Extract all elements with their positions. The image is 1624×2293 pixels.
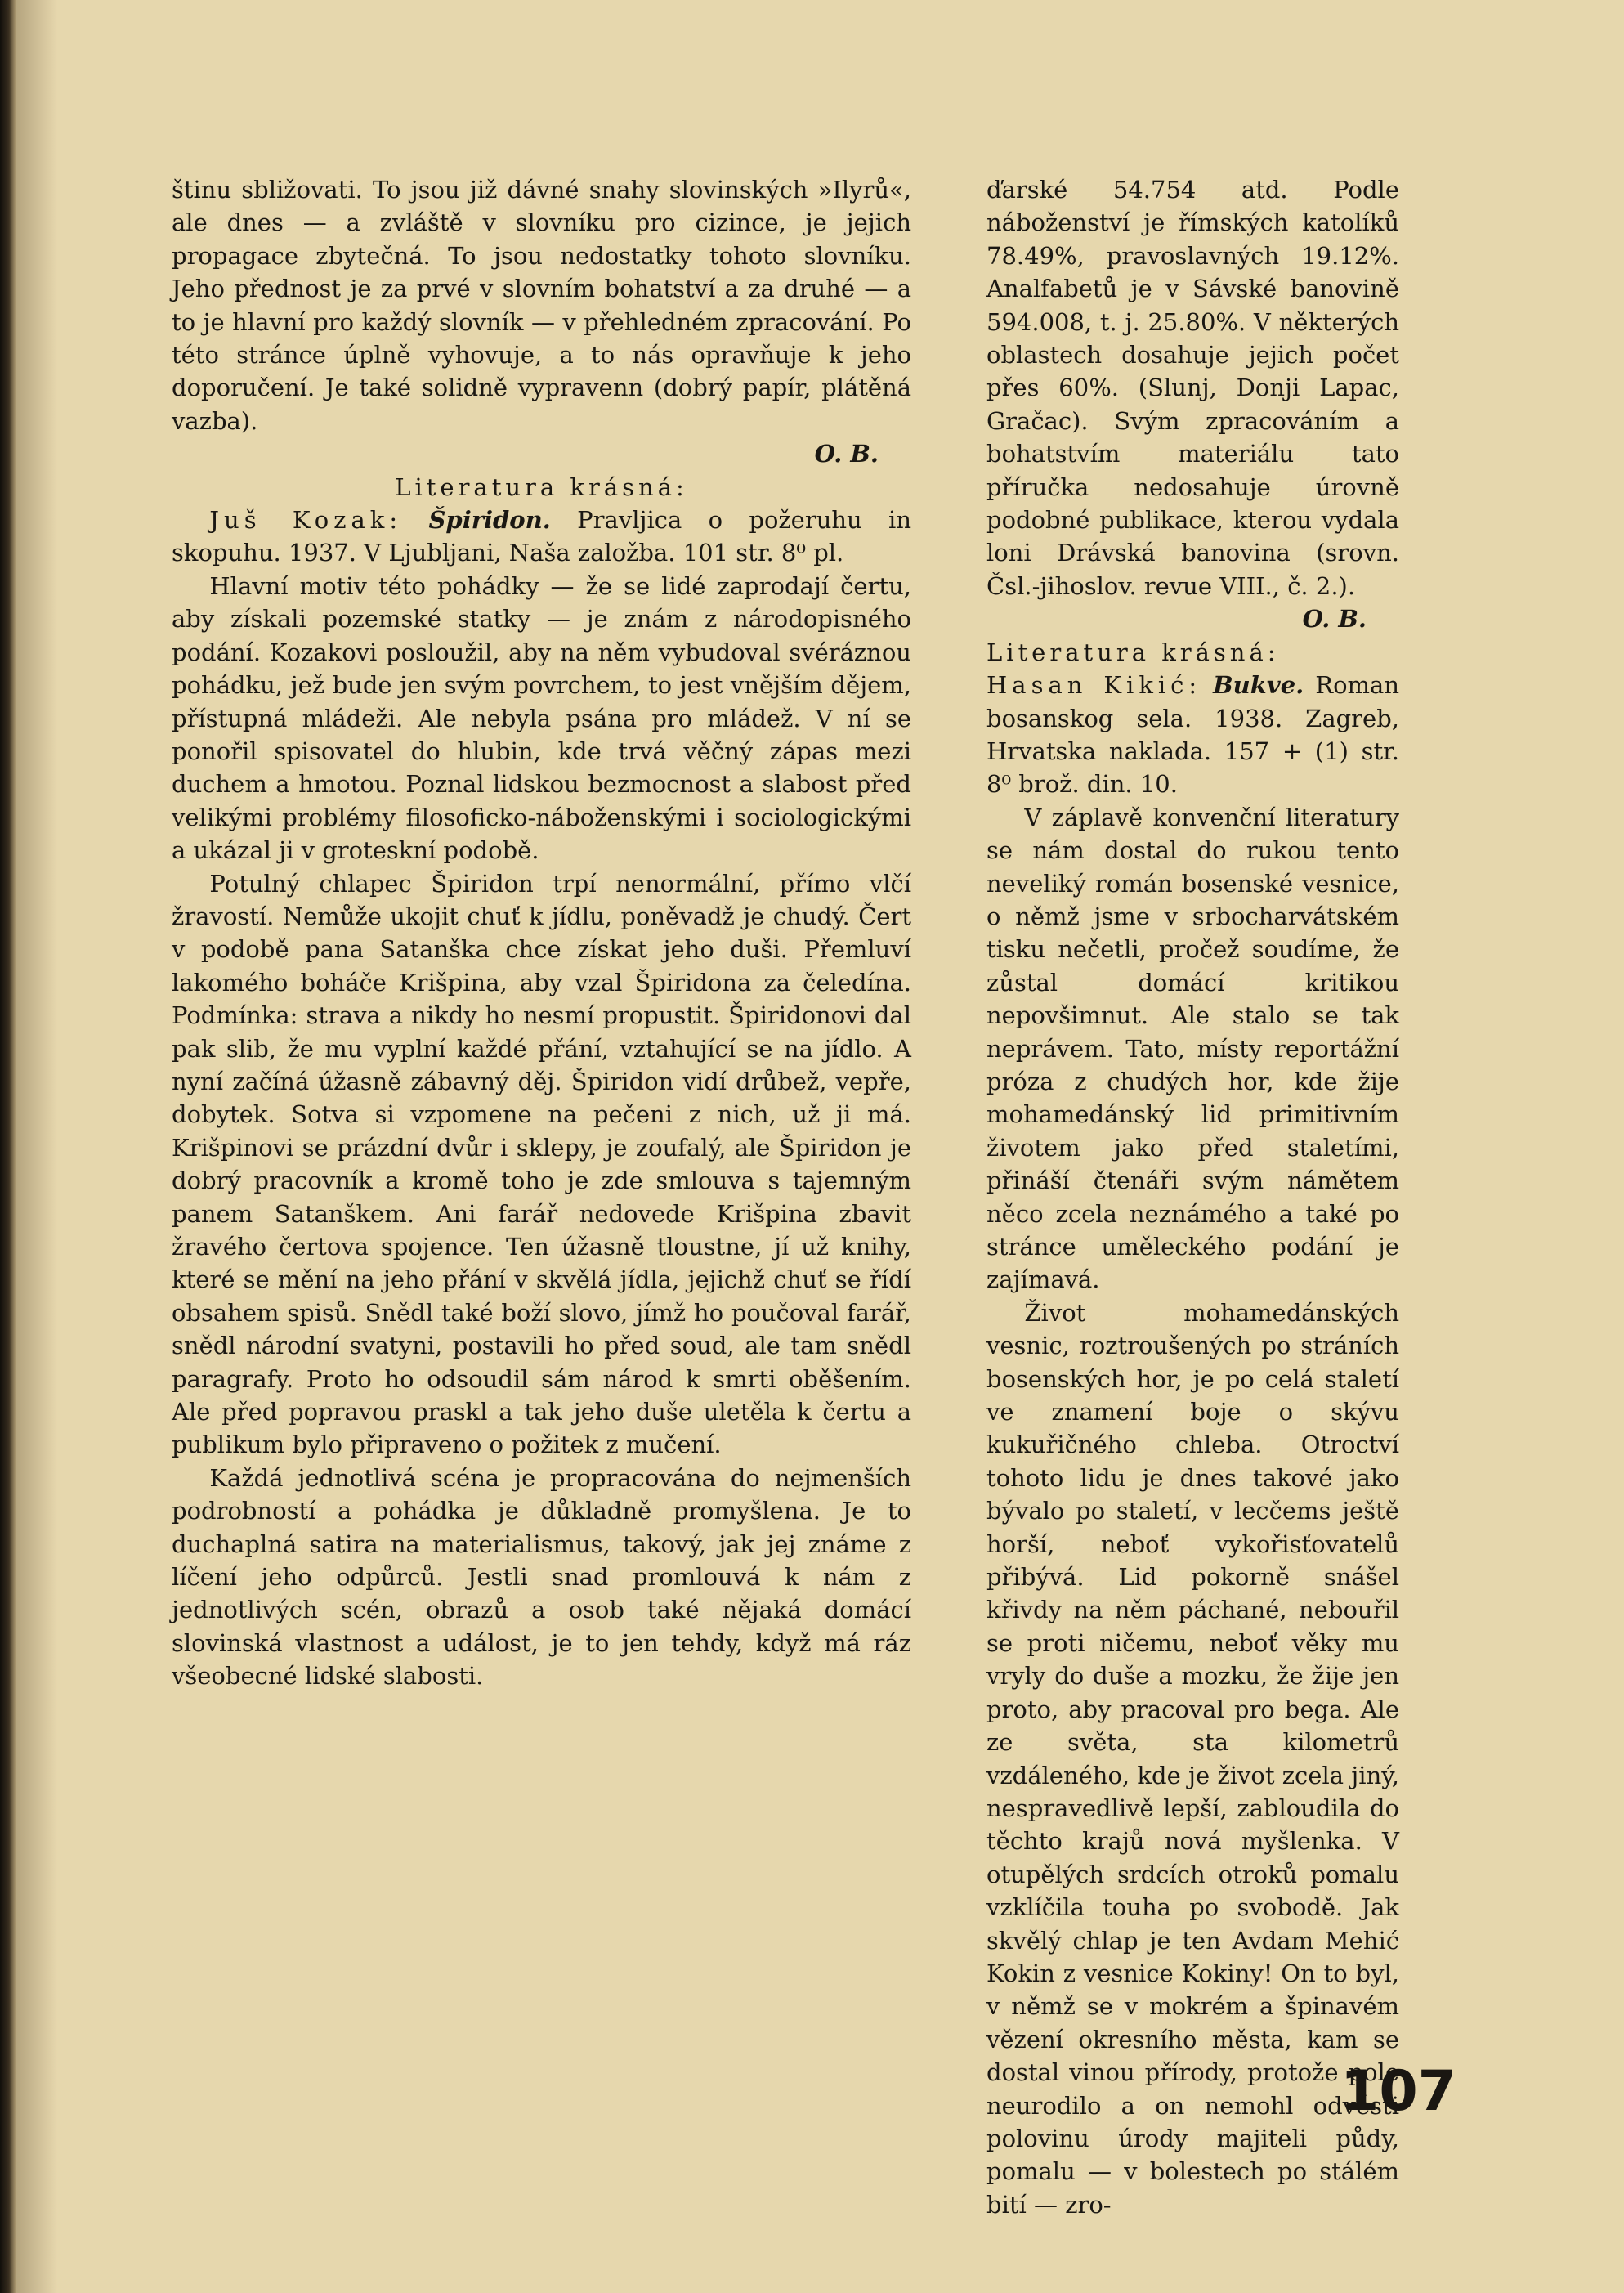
page-gutter-shadow <box>16 0 57 2293</box>
section-heading: Literatura krásná: <box>395 472 688 501</box>
book-entry <box>986 669 1399 801</box>
entry-details: Pravljica o požeruhu in skopuhu. 1937. V Ljubljani, Naša založba. 101 str. 8⁰ pl. <box>172 506 912 567</box>
entry-author: Hasan Kikić: <box>986 671 1202 700</box>
review-paragraph-3: Každá jednotlivá scéna je propracována do nejmenších podrobností a pohádka je důkladně promyšlena. Je to duchaplná satira na materialismus, takový, jak jej známe z líčení jeho odpůrců. Jestli snad promlouvá k nám z jednotlivých scén, obrazů a osob také nějaká domácí slovinská vlastnost a událost, je to jen tehdy, když má ráz všeobecné lidské slabosti. <box>172 1463 911 1691</box>
right-column <box>986 173 1399 2221</box>
review-ending-text: štinu sbližovati. To jsou již dávné snahy slovinských »Ilyrů«, ale dnes — a zvláště v slovníku pro cizince, je jejich propagace zbytečná. To jsou nedostatky tohoto slovníku. Jeho přednost je za prvé v slovním bohatství a za druhé — a to je hlavní pro každý slovník — v přehledném zpracování. Po této stránce úplně vyhovuje, a to nás opravňuje k jeho doporučení. Je také solidně vypravenn (dobrý papír, plátěná vazba). <box>172 176 911 435</box>
entry-title: Špiridon. <box>428 506 551 535</box>
entry-title: Bukve. <box>1213 671 1304 700</box>
entry-details: Roman bosanskog sela. 1938. Zagreb, Hrvatska naklada. 157 + (1) str. 8⁰ brož. din. 10. <box>986 671 1399 799</box>
page-binding-edge <box>0 0 16 2293</box>
section-heading: Literatura krásná: <box>986 638 1280 666</box>
review-paragraph-2: Život mohamedánských vesnic, roztroušených po stráních bosenských hor, je po celá staletí ve znamení boje o skývu kukuřičného chleba. Otroctví tohoto lidu je dnes takové jako bývalo po staletí, v lecčems ještě horší, neboť vykořisťovatelů přibývá. Lid pokorně snášel křivdy na něm páchané, nebouřil se proti ničemu, neboť věky mu vryly do duše a mozku, že žije jen proto, aby pracoval pro bega. Ale ze světa, sta kilometrů vzdáleného, kde je život zcela jiný, nespravedlivě lepší, zabloudila do těchto krajů nová myšlenka. V otupělých srdcích otroků pomalu vzklíčila touha po svobodě. Jak skvělý chlap je ten Avdam Mehić Kokin z vesnice Kokiny! On to byl, v němž se v mokrém a špinavém vězení okresního města, kam se dostal vinou přírody, protože pole neurodilo a on nemohl odvésti polovinu úrody majiteli půdy, pomalu — v bolestech po stálém bití — zro- <box>986 1298 1399 2219</box>
review-paragraph-1: V záplavě konvenční literatury se nám dostal do rukou tento neveliký román bosenské vesnice, o němž jsme v srbocharvátském tisku nečetli, pročež soudíme, že zůstal domácí kritikou nepovšimnut. Ale stalo se tak neprávem. Tato, místy reportážní próza z chudých hor, kde žije mohamedánský lid primitivním životem jako před staletími, přináší čtenáři svým námětem něco zcela neznámého a také po stránce uměleckého podání je zajímavá. <box>986 803 1399 1294</box>
review-ending-text: ďarské 54.754 atd. Podle náboženství je římských katolíků 78.49%, pravoslavných 19.12%. Analfabetů je v Sávské banovině 594.008, t. j. 25.80%. V některých oblastech dosahuje jejich počet přes 60%. (Slunj, Donji Lapac, Gračac). Svým zpracováním a bohatstvím materiálu tato příručka nedosahuje úrovně podobné publikace, kterou vydala loni Drávská banovina (srovn. Čsl.-jihoslov. revue VIII., č. 2.). <box>986 176 1399 600</box>
review-paragraph-1: Hlavní motiv této pohádky — že se lidé zaprodají čertu, aby získali pozemské statky — je znám z národopisného podání. Kozakovi posloužil, aby na něm vybudoval svéráznou pohádku, jež bude jen svým povrchem, to jest vnějším dějem, přístupná mládeži. Ale nebyla psána pro mládež. V ní se ponořil spisovatel do hlubin, kde trvá věčný zápas mezi duchem a hmotou. Poznal lidskou bezmocnost a slabost před velikými problémy filosoficko-náboženskými i sociologickými a ukázal ji v groteskní podobě. <box>172 571 911 865</box>
page-number: 107 <box>1340 2059 1456 2124</box>
review-paragraph-2: Potulný chlapec Špiridon trpí nenormální, přímo vlčí žravostí. Nemůže ukojit chuť k jídlu, poněvadž je chudý. Čert v podobě pana Satanška chce získat jeho duši. Přemluví lakomého boháče Krišpina, aby vzal Špiridona za čeledína. Podmínka: strava a nikdy ho nesmí propustit. Špiridonovi dal pak slib, že mu vyplní každé přání, vztahující se na jídlo. A nyní začíná úžasně zábavný děj. Špiridon vidí drůbež, vepře, dobytek. Sotva si vzpomene na pečeni z nich, už ji má. Krišpinovi se prázdní dvůr i sklepy, je zoufalý, ale Špiridon je dobrý pracovník a kromě toho je zde smlouva s tajemným panem Satanškem. Ani farář nedovede Krišpina zbavit žravého čertova spojence. Ten úžasně tloustne, jí už knihy, které se mění na jeho přání v skvělá jídla, jejichž chuť se řídí obsahem spisů. Snědl také boží slovo, jímž ho poučoval farář, snědl národní svatyni, postavili ho před soud, ale tam snědl paragrafy. Proto ho odsoudil sám národ k smrti oběšením. Ale před popravou praskl a tak jeho duše uletěla k čertu a publikum bylo připraveno o požitek z mučení. <box>172 869 911 1459</box>
review-signature: O. B. <box>814 440 879 468</box>
entry-author: Juš Kozak: <box>209 506 403 535</box>
review-signature: O. B. <box>1302 605 1367 634</box>
left-column <box>172 173 911 1693</box>
book-entry <box>172 504 911 570</box>
